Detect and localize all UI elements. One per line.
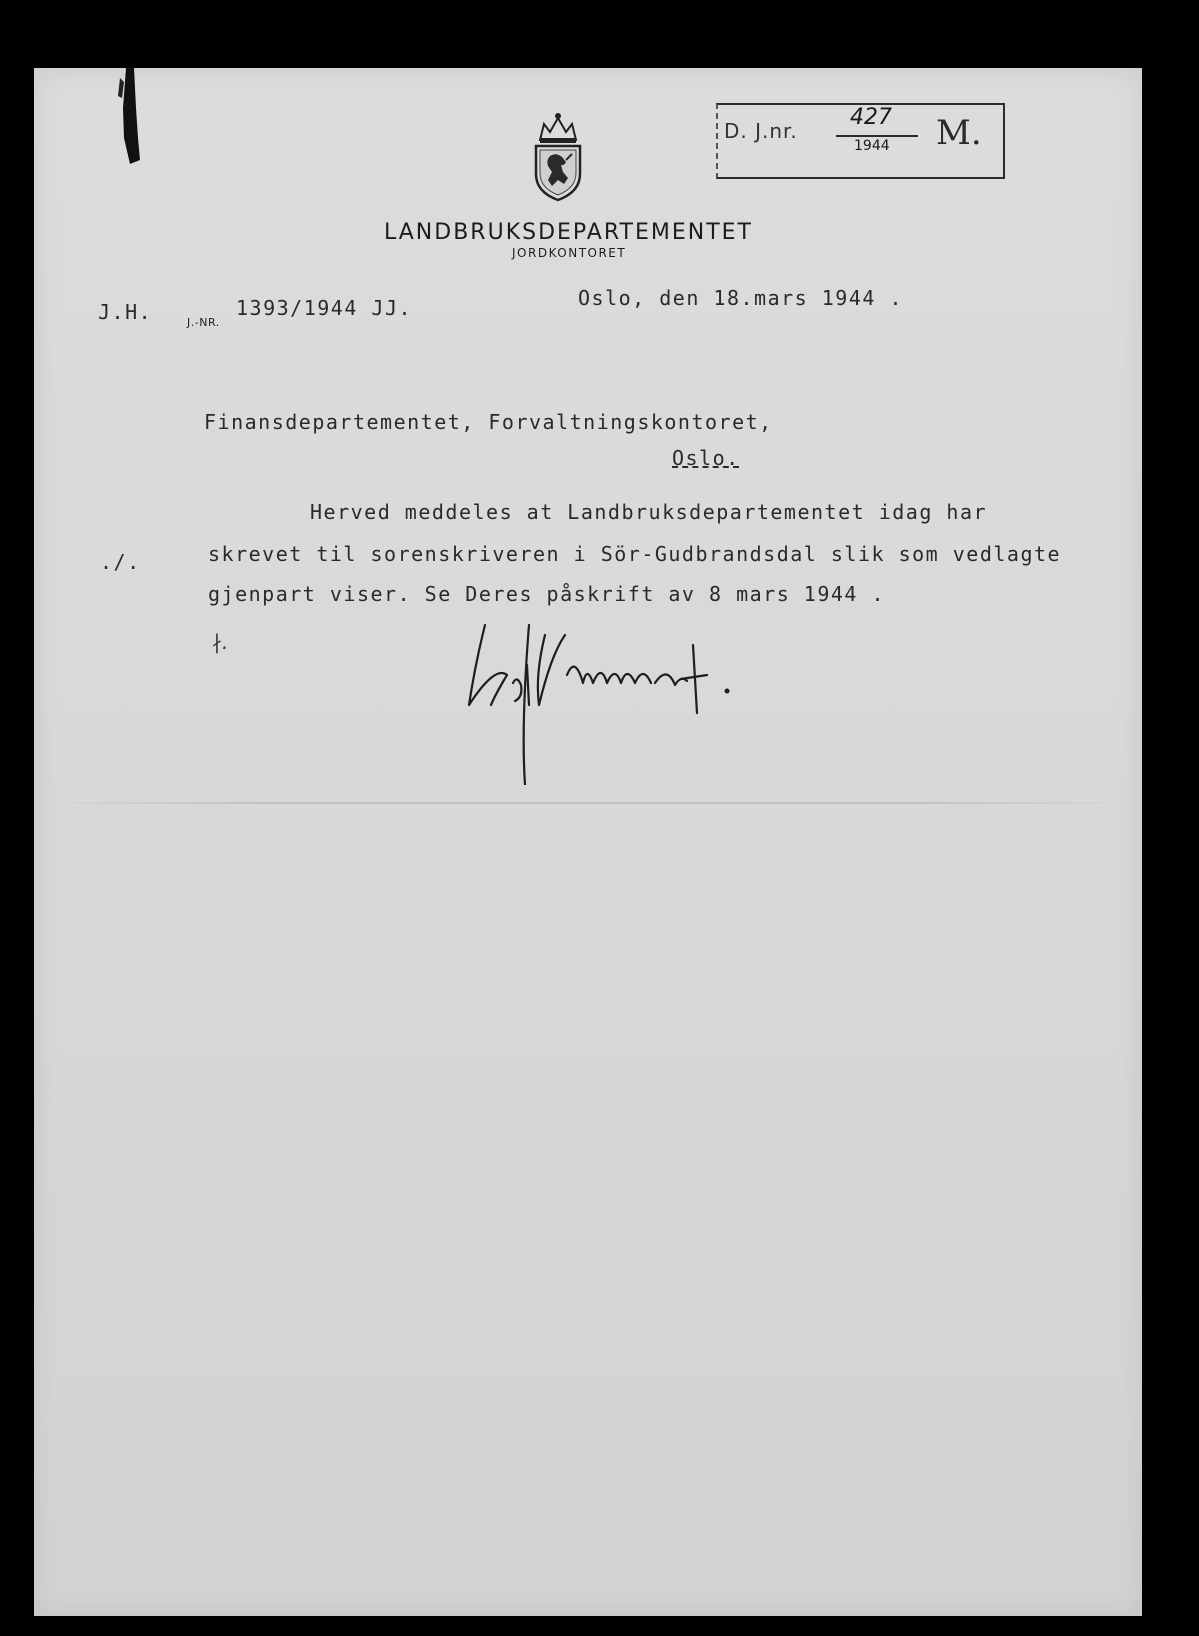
binder-pin-icon bbox=[118, 68, 144, 166]
journal-stamp bbox=[716, 103, 1005, 179]
body-line-3: gjenpart viser. Se Deres påskrift av 8 mars 1944 . bbox=[208, 582, 886, 606]
stamp-number: 427 bbox=[850, 105, 892, 130]
place-date: Oslo, den 18.mars 1944 . bbox=[578, 286, 903, 310]
sender-initials: J.H. bbox=[98, 300, 153, 324]
department-name: LANDBRUKSDEPARTEMENTET bbox=[384, 220, 753, 245]
stamp-divider bbox=[836, 135, 918, 137]
journal-number-label: J.-NR. bbox=[187, 316, 220, 329]
signature-icon bbox=[455, 605, 745, 785]
recipient-city: Oslo. bbox=[672, 446, 740, 470]
handwritten-mark: ∤. bbox=[212, 630, 229, 654]
office-name: JORDKONTORET bbox=[512, 246, 627, 260]
journal-number: 1393/1944 JJ. bbox=[236, 296, 413, 320]
recipient-name: Finansdepartementet, Forvaltningskontoret, bbox=[204, 410, 773, 434]
enclosure-mark: ./. bbox=[100, 550, 141, 574]
body-line-2: skrevet til sorenskriveren i Sör-Gudbrandsdal slik som vedlagte bbox=[208, 542, 1062, 566]
stamp-year: 1944 bbox=[854, 138, 890, 154]
paper-fold bbox=[34, 802, 1142, 804]
stamp-prefix: D. J.nr. bbox=[724, 119, 798, 143]
stamp-letter: M. bbox=[936, 113, 982, 153]
body-line-1: Herved meddeles at Landbruksdepartementet idag har bbox=[310, 500, 988, 524]
norwegian-coat-of-arms-icon bbox=[528, 110, 588, 202]
